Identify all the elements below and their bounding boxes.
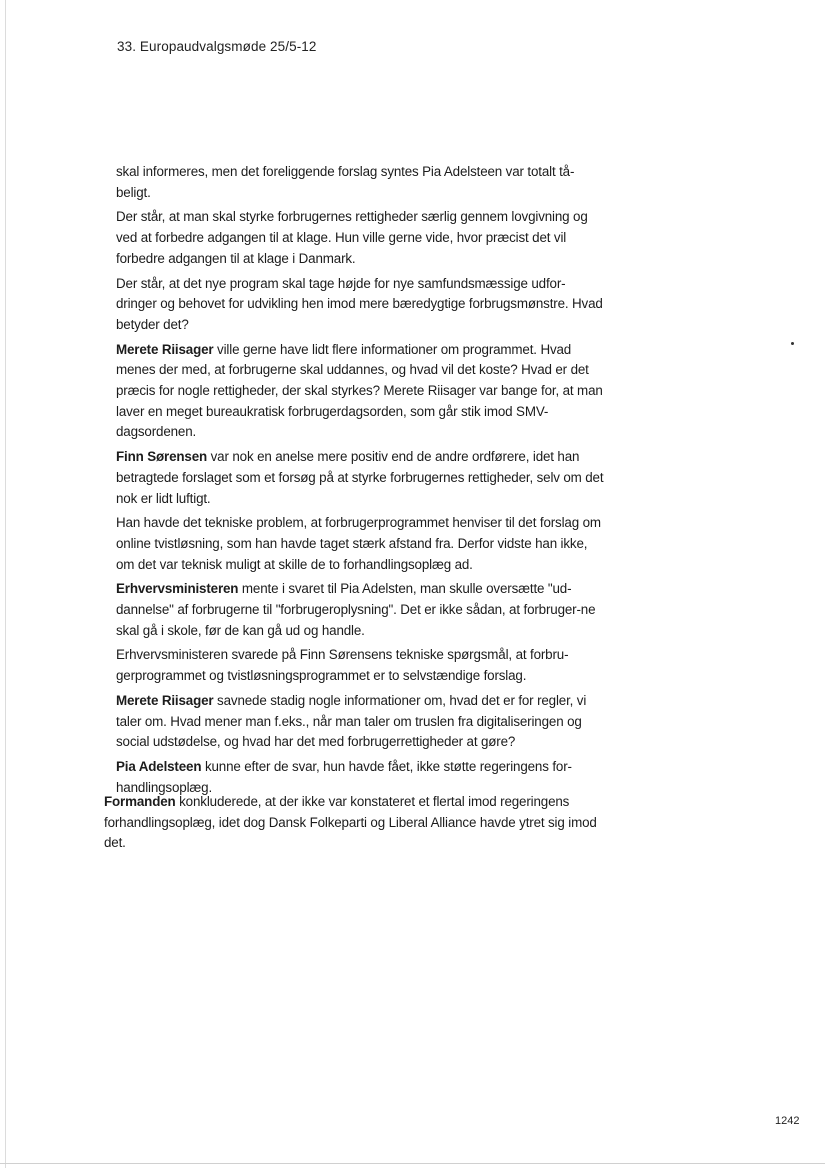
paragraph bbox=[116, 579, 606, 641]
paragraph bbox=[116, 340, 606, 444]
paragraph bbox=[116, 274, 606, 336]
scan-speck bbox=[791, 342, 794, 345]
closing-paragraph bbox=[104, 792, 604, 854]
paragraph-text: Erhvervsministeren svarede på Finn Sørensens tekniske spørgsmål, at forbru-gerprogrammet og tvistløsningsprogrammet er to selvstændige forslag. bbox=[116, 647, 569, 684]
paragraph-text: ville gerne have lidt flere informationer om programmet. Hvad menes der med, at forbrugerne skal uddannes, og hvad vil det koste? Hvad er det præcis for nogle rettigheder, der skal styrkes? Merete Riisager var bange for, at man laver en meget bureaukratisk forbrugerdagsorden, som går stik imod SMV-dagsordenen. bbox=[116, 341, 603, 440]
paragraph bbox=[116, 645, 606, 686]
paragraph-text: mente i svaret til Pia Adelsten, man skulle oversætte "ud-dannelse" af forbrugerne til "forbrugeroplysning". Det er ikke sådan, at forbruger-ne skal gå i skole, før de kan gå ud og handle. bbox=[116, 581, 596, 638]
paragraph-text: Der står, at man skal styrke forbrugernes rettigheder særlig gennem lovgivning og ved at forbedre adgangen til at klage. Hun ville gerne vide, hvor præcist det vil forbedre adgangen til at klage i Danmark. bbox=[116, 209, 588, 266]
paragraph-text: var nok en anelse mere positiv end de andre ordførere, idet han betragtede forslaget som et forsøg på at styrke forbrugernes rettigheder, selv om det nok er lidt luftigt. bbox=[116, 449, 604, 506]
speaker-name: Merete Riisager bbox=[116, 692, 214, 708]
paragraph-text: konkluderede, at der ikke var konstateret et flertal imod regeringens forhandlingsoplæg, idet dog Dansk Folkeparti og Liberal Alliance havde ytret sig imod det. bbox=[104, 794, 597, 851]
paragraph-text: Der står, at det nye program skal tage højde for nye samfundsmæssige udfor-dringer og behovet for udvikling hen imod mere bæredygtige forbrugsmønstre. Hvad betyder det? bbox=[116, 275, 603, 332]
speaker-name: Pia Adelsteen bbox=[116, 758, 202, 774]
paragraph bbox=[116, 691, 606, 753]
paragraph-text: kunne efter de svar, hun havde fået, ikke støtte regeringens for-handlingsoplæg. bbox=[116, 758, 572, 795]
page-number: 1242 bbox=[775, 1115, 800, 1127]
paragraph bbox=[116, 207, 606, 269]
speaker-name: Erhvervsministeren bbox=[116, 581, 239, 597]
paragraph-text: savnede stadig nogle informationer om, hvad det er for regler, vi taler om. Hvad mener man f.eks., når man taler om truslen fra digitaliseringen og social udstødelse, og hvad har det med forbrugerrettigheder at gøre? bbox=[116, 692, 587, 750]
page-bottom-edge bbox=[0, 1163, 825, 1164]
paragraph-text: Han havde det tekniske problem, at forbrugerprogrammet henviser til det forslag om online tvistløsning, som han havde taget stærk afstand fra. Derfor vidste han ikke, om det var teknisk muligt at skille de to forhandlingsoplæg ad. bbox=[116, 515, 601, 572]
speaker-name: Merete Riisager bbox=[116, 341, 214, 357]
speaker-name: Formanden bbox=[104, 794, 176, 809]
paragraph bbox=[104, 792, 604, 854]
paragraph bbox=[116, 513, 606, 575]
paragraph bbox=[116, 162, 606, 203]
page-edge bbox=[5, 0, 6, 1168]
speaker-name: Finn Sørensen bbox=[116, 449, 208, 465]
document-body bbox=[116, 162, 606, 802]
paragraph-text: skal informeres, men det foreliggende forslag syntes Pia Adelsteen var totalt tå-beligt. bbox=[116, 164, 575, 200]
paragraph bbox=[116, 447, 606, 509]
document-header: 33. Europaudvalgsmøde 25/5-12 bbox=[117, 39, 317, 54]
